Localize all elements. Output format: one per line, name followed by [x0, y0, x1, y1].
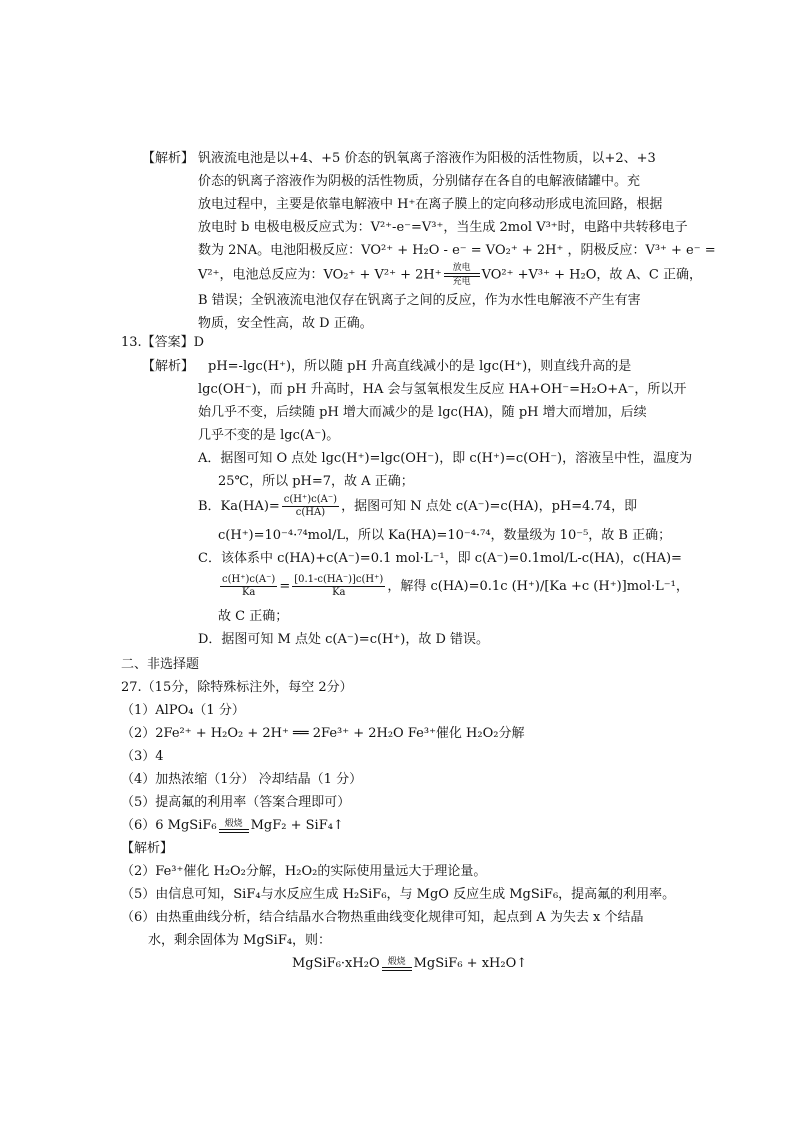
q13-option-b-2: c(H⁺)=10⁻⁴·⁷⁴mol/L，所以 Ka(HA)=10⁻⁴·⁷⁴，数量级为 10⁻⁵，故 B 正确；: [218, 528, 672, 543]
q12-line-2: 价态的钒离子溶液作为阴极的活性物质，分别储存在各自的电解液储罐中。充: [198, 174, 641, 189]
q12-line-1: 钒液流电池是以+4、+5 价态的钒氧离子溶液作为阳极的活性物质，以+2、+3: [198, 151, 656, 166]
answer-6-right: MgF₂ + SiF₄↑: [250, 818, 344, 833]
q27-header: 27.（15分，除特殊标注外，每空 2分）: [121, 680, 353, 695]
q12-line-8: 物质，安全性高，故 D 正确。: [198, 316, 373, 331]
q13-option-c-2: [218, 574, 689, 599]
calcination-arrow: 煅烧: [219, 819, 249, 833]
q13-option-b-text: ，据图可知 N 点处 c(A⁻)=c(HA)，pH=4.74，即: [341, 499, 638, 514]
q27-explanation-tag: 【解析】: [121, 841, 174, 856]
c-fraction-2: $\frac{[0.1-c(HA^-)]c(H^+)}{Ka}$: [294, 574, 384, 598]
calcination-arrow-2: 煅烧: [382, 957, 412, 971]
q27-answer-2: （2）2Fe²⁺ + H₂O₂ + 2H⁺ ══ 2Fe³⁺ + 2H₂O Fe³⁺催化 H₂O₂分解: [121, 726, 525, 741]
q27-answer-5: （5）提高氟的利用率（答案合理即可）: [121, 795, 351, 810]
q27-answer-3: （3）4: [121, 749, 164, 764]
q13-line-2: lgc(OH⁻)，而 pH 升高时，HA 会与氢氧根发生反应 HA+OH⁻=H₂O+A⁻，所以开: [198, 382, 687, 397]
discharge-charge-arrow: 放电 充电: [444, 263, 480, 287]
q13-answer: 13.【答案】D: [121, 335, 205, 350]
q13-line-1: pH=-lgc(H⁺)，所以随 pH 升高直线减小的是 lgc(H⁺)，则直线升高的是: [208, 359, 632, 374]
q27-explanation-6a: （6）由热重曲线分析，结合结晶水合物热重曲线变化规律可知，起点到 A 为失去 x 个结晶: [121, 910, 644, 925]
section-heading: 二、非选择题: [121, 657, 200, 672]
answer-6-left: （6）6 MgSiF₆: [121, 818, 217, 833]
q13-option-c-1: C．该体系中 c(HA)+c(A⁻)=0.1 mol·L⁻¹，即 c(A⁻)=0.1mol/L-c(HA)，c(HA)=: [198, 551, 682, 566]
q13-option-c-text: ，解得 c(HA)=0.1c (H⁺)/[Ka +c (H⁺)]mol·L⁻¹，: [387, 579, 689, 594]
q27-explanation-6b: 水，剩余固体为 MgSiF₄，则：: [148, 933, 332, 948]
q13-option-a-2: 25℃，所以 pH=7，故 A 正确；: [218, 474, 414, 489]
q13-option-a-1: A．据图可知 O 点处 lgc(H⁺)=lgc(OH⁻)，即 c(H⁺)=c(OH⁻)，溶液呈中性，温度为: [198, 451, 693, 466]
q13-option-d-1: D．据图可知 M 点处 c(A⁻)=c(H⁺)，故 D 错误。: [198, 632, 490, 647]
q27-equation: [292, 953, 527, 975]
q12-tag: 【解析】: [142, 151, 195, 166]
q13-line-3: 始几乎不变，后续随 pH 增大而减少的是 lgc(HA)，随 pH 增大而增加，后续: [198, 405, 647, 420]
q27-explanation-2: （2）Fe³⁺催化 H₂O₂分解，H₂O₂的实际使用量远大于理论量。: [121, 864, 487, 879]
c-fraction-1: $\frac{c(H^+)c(A^-)}{Ka}$: [222, 574, 276, 598]
q12-line-7: B 错误；全钒液流电池仅存在钒离子之间的反应，作为水性电解液不产生有害: [198, 293, 641, 308]
equation-right: MgSiF₆ + xH₂O↑: [413, 956, 528, 971]
q12-equation-right: VO²⁺ +V³⁺ + H₂O，故 A、C 正确，: [481, 267, 702, 283]
ka-label: B．Ka(HA)=: [198, 499, 280, 514]
q13-option-c-3: 故 C 正确；: [218, 609, 289, 624]
q13-tag: 【解析】: [142, 359, 195, 374]
q12-line-5: 数为 2NA。电池阳极反应：VO²⁺ + H₂O - e⁻ = VO₂⁺ + 2H⁺ ，阴极反应：V³⁺ + e⁻ =: [198, 243, 716, 258]
q12-line-4: 放电时 b 电极电极反应式为：V²⁺-e⁻=V³⁺，当生成 2mol V³⁺时，电路中共转移电子: [198, 220, 688, 235]
equation-left: MgSiF₆·xH₂O: [292, 956, 380, 971]
q12-equation-left: V²⁺，电池总反应为：VO₂⁺ + V²⁺ + 2H⁺: [198, 267, 442, 283]
equals-sign: =: [279, 579, 291, 594]
q12-line-6: [198, 263, 702, 287]
ka-fraction: $\frac{c(H^+)c(A^-)}{c(HA)}$: [283, 494, 338, 518]
q12-line-3: 放电过程中，主要是依靠电解液中 H⁺在离子膜上的定向移动形成电流回路，根据: [198, 197, 663, 212]
q13-option-b-1: [198, 494, 637, 519]
q27-answer-1: （1）AlPO₄（1 分）: [121, 703, 245, 718]
q13-line-4: 几乎不变的是 lgc(A⁻)。: [198, 428, 340, 443]
q27-explanation-5: （5）由信息可知，SiF₄与水反应生成 H₂SiF₆，与 MgO 反应生成 MgSiF₆，提高氟的利用率。: [121, 887, 676, 902]
q27-answer-6: [121, 815, 344, 837]
q27-answer-4: （4）加热浓缩（1分） 冷却结晶（1 分）: [121, 772, 363, 787]
